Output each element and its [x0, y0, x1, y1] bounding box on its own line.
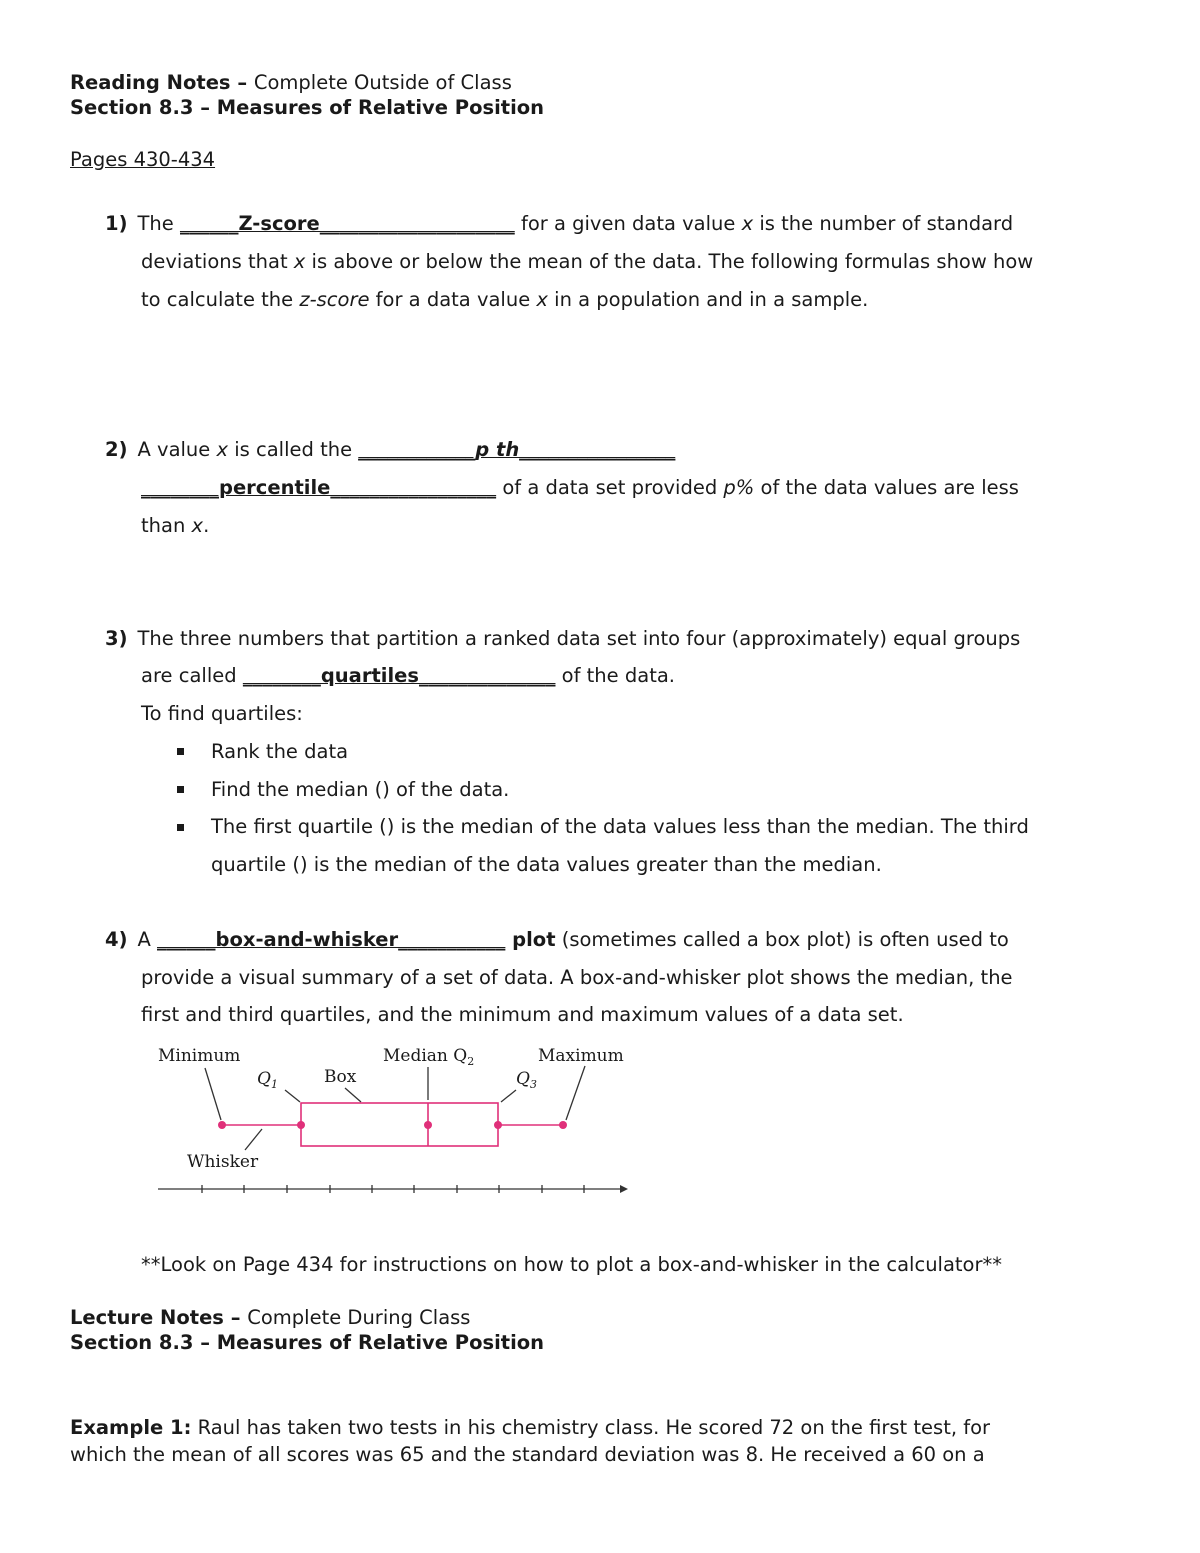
number-line — [158, 1185, 620, 1193]
example-1-line-1: Example 1: Raul has taken two tests in his chemistry class. He scored 72 on the first test, for — [70, 1416, 991, 1439]
bullet-icon — [177, 824, 184, 831]
question-3-line-1: 3) The three numbers that partition a ranked data set into four (approximately) equal groups — [105, 627, 1021, 650]
q3-label: $Q_3$ — [516, 1069, 537, 1091]
list-item-continued: quartile () is the median of the data values greater than the median. — [211, 853, 882, 876]
question-2-line-2: ________percentile_________________ of a data set provided p% of the data values are less — [141, 476, 1019, 499]
box-and-whisker-blank: ______box-and-whisker___________ — [157, 928, 506, 951]
percentile-blank: ________percentile_________________ — [141, 476, 497, 499]
question-3-line-2: are called ________quartiles______________ of the data. — [141, 664, 675, 687]
box-plot — [218, 1103, 567, 1146]
q1-point — [297, 1121, 305, 1129]
whisker-label: Whisker — [187, 1152, 259, 1172]
find-quartiles-heading: To find quartiles: — [141, 702, 303, 725]
arrow-icon — [620, 1185, 628, 1193]
maximum-point — [559, 1121, 567, 1129]
pages-reference: Pages 430-434 — [70, 148, 216, 171]
minimum-point — [218, 1121, 226, 1129]
example-1-line-2: which the mean of all scores was 65 and the standard deviation was 8. He received a 60 on a — [70, 1443, 985, 1466]
lecture-section-title: Section 8.3 – Measures of Relative Position — [70, 1331, 545, 1354]
q3-point — [494, 1121, 502, 1129]
question-2-line-1: 2) A value x is called the ____________p th________________ — [105, 438, 676, 461]
bullet-icon — [177, 748, 184, 755]
box-rect — [301, 1103, 498, 1146]
median-label: Median $Q_2$ — [383, 1046, 475, 1068]
question-4-line-3: first and third quartiles, and the minimum and maximum values of a data set. — [141, 1003, 904, 1026]
question-1-line-1: 1) The ______Z-score____________________ for a given data value x is the number of standard — [105, 212, 1014, 235]
list-item: Find the median () of the data. — [211, 778, 510, 801]
list-item: Rank the data — [211, 740, 349, 763]
p-th-blank: ____________p th________________ — [358, 438, 676, 461]
lecture-notes-title: Lecture Notes – Complete During Class — [70, 1306, 471, 1329]
box-label: Box — [324, 1067, 357, 1087]
z-score-blank: ______Z-score____________________ — [179, 212, 515, 235]
bullet-icon — [177, 786, 184, 793]
question-1-line-2: deviations that x is above or below the mean of the data. The following formulas show how — [141, 250, 1034, 273]
q1-label: $Q_1$ — [257, 1069, 278, 1091]
minimum-label: Minimum — [158, 1046, 241, 1066]
reading-notes-title: Reading Notes – Complete Outside of Class — [70, 71, 512, 94]
question-4-line-2: provide a visual summary of a set of data. A box-and-whisker plot shows the median, the — [141, 966, 1013, 989]
median-point — [424, 1121, 432, 1129]
list-item: The first quartile () is the median of the data values less than the median. The third — [211, 815, 1029, 838]
reading-section-title: Section 8.3 – Measures of Relative Position — [70, 96, 545, 119]
calculator-note: **Look on Page 434 for instructions on how to plot a box-and-whisker in the calculator** — [141, 1253, 1003, 1276]
question-2-line-3: than x. — [141, 514, 210, 537]
question-1-line-3: to calculate the z-score for a data value x in a population and in a sample. — [141, 288, 869, 311]
box-and-whisker-diagram — [150, 1040, 640, 1200]
maximum-label: Maximum — [538, 1046, 624, 1066]
quartiles-blank: ________quartiles______________ — [242, 664, 556, 687]
question-4-line-1: 4) A ______box-and-whisker___________ plot (sometimes called a box plot) is often used to — [105, 928, 1009, 951]
